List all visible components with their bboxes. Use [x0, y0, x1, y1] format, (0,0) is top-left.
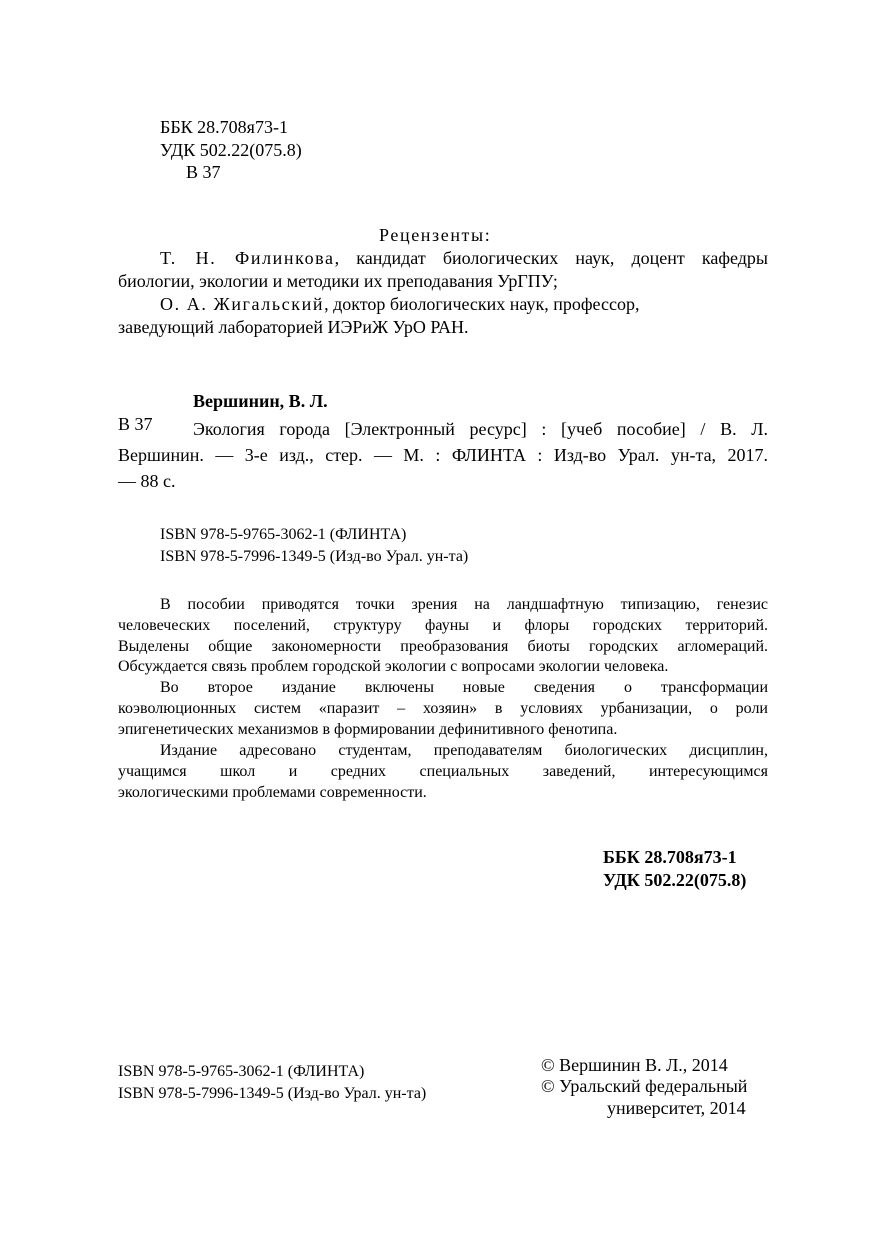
header-udk: УДК 502.22(075.8) — [160, 140, 302, 160]
header-bbk: ББК 28.708я73-1 — [160, 117, 288, 137]
classification-bbk: ББК 28.708я73-1 — [603, 847, 737, 867]
isbn-2: ISBN 978-5-7996-1349-5 (Изд-во Урал. ун-та) — [160, 548, 469, 565]
bib-line-1: Экология города [Электронный ресурс] : [учеб пособие] / В. Л. — [193, 419, 768, 439]
abstract-p1-l3: Выделены общие закономерности преобразования биоты городских агломераций. — [118, 638, 768, 655]
isbn-1: ISBN 978-5-9765-3062-1 (ФЛИНТА) — [160, 526, 407, 543]
copyright-university: © Уральский федеральный — [541, 1076, 748, 1096]
reviewer-2-line-1 — [160, 293, 639, 316]
abstract-p3-l3: экологическими проблемами современности. — [118, 784, 427, 801]
reviewer-1-name: Т. Н. Филинкова — [160, 248, 335, 268]
footer-isbn-2: ISBN 978-5-7996-1349-5 (Изд-во Урал. ун-та) — [118, 1085, 427, 1102]
reviewers-title: Рецензенты: — [379, 225, 492, 245]
reviewer-1-line-2: биологии, экологии и методики их преподавания УрГПУ; — [118, 271, 558, 291]
reviewer-2-title: , доктор биологических наук, профессор, — [324, 294, 640, 314]
reviewer-1-title: , кандидат биологических наук, доцент кафедры — [334, 248, 768, 268]
bib-author: Вершинин, В. Л. — [193, 391, 328, 411]
abstract-p1-l2: человеческих поселений, структуру фауны и флоры городских территорий. — [118, 617, 768, 634]
copyright-author: © Вершинин В. Л., 2014 — [541, 1055, 728, 1075]
abstract-p2-l2: коэволюционных систем «паразит – хозяин» в условиях урбанизации, о роли — [118, 700, 768, 717]
footer-isbn-1: ISBN 978-5-9765-3062-1 (ФЛИНТА) — [118, 1063, 365, 1080]
abstract-p1-l4: Обсуждается связь проблем городской экологии с вопросами экологии человека. — [118, 658, 669, 675]
abstract-p2-l3: эпигенетических механизмов в формировании дефинитивного фенотипа. — [118, 721, 618, 738]
abstract-p2-l1: Во второе издание включены новые сведения о трансформации — [160, 679, 768, 696]
header-index: В 37 — [186, 162, 221, 182]
bib-line-2: Вершинин. — 3-е изд., стер. — М. : ФЛИНТА : Изд-во Урал. ун-та, 2017. — [118, 445, 768, 465]
classification-udk: УДК 502.22(075.8) — [603, 870, 747, 890]
copyright-university-year: университет, 2014 — [607, 1098, 746, 1118]
bib-line-3: — 88 с. — [118, 471, 176, 491]
reviewer-2-name: О. А. Жигальский — [160, 294, 325, 314]
abstract-p1-l1: В пособии приводятся точки зрения на ландшафтную типизацию, генезис — [160, 596, 768, 613]
abstract-p3-l2: учащимся школ и средних специальных заведений, интересующимся — [118, 763, 768, 780]
reviewer-2-line-2: заведующий лабораторией ИЭРиЖ УрО РАН. — [118, 317, 469, 337]
reviewer-1-line-1 — [160, 247, 768, 270]
abstract-p3-l1: Издание адресовано студентам, преподавателям биологических дисциплин, — [160, 742, 768, 759]
bib-index: В 37 — [118, 414, 153, 434]
